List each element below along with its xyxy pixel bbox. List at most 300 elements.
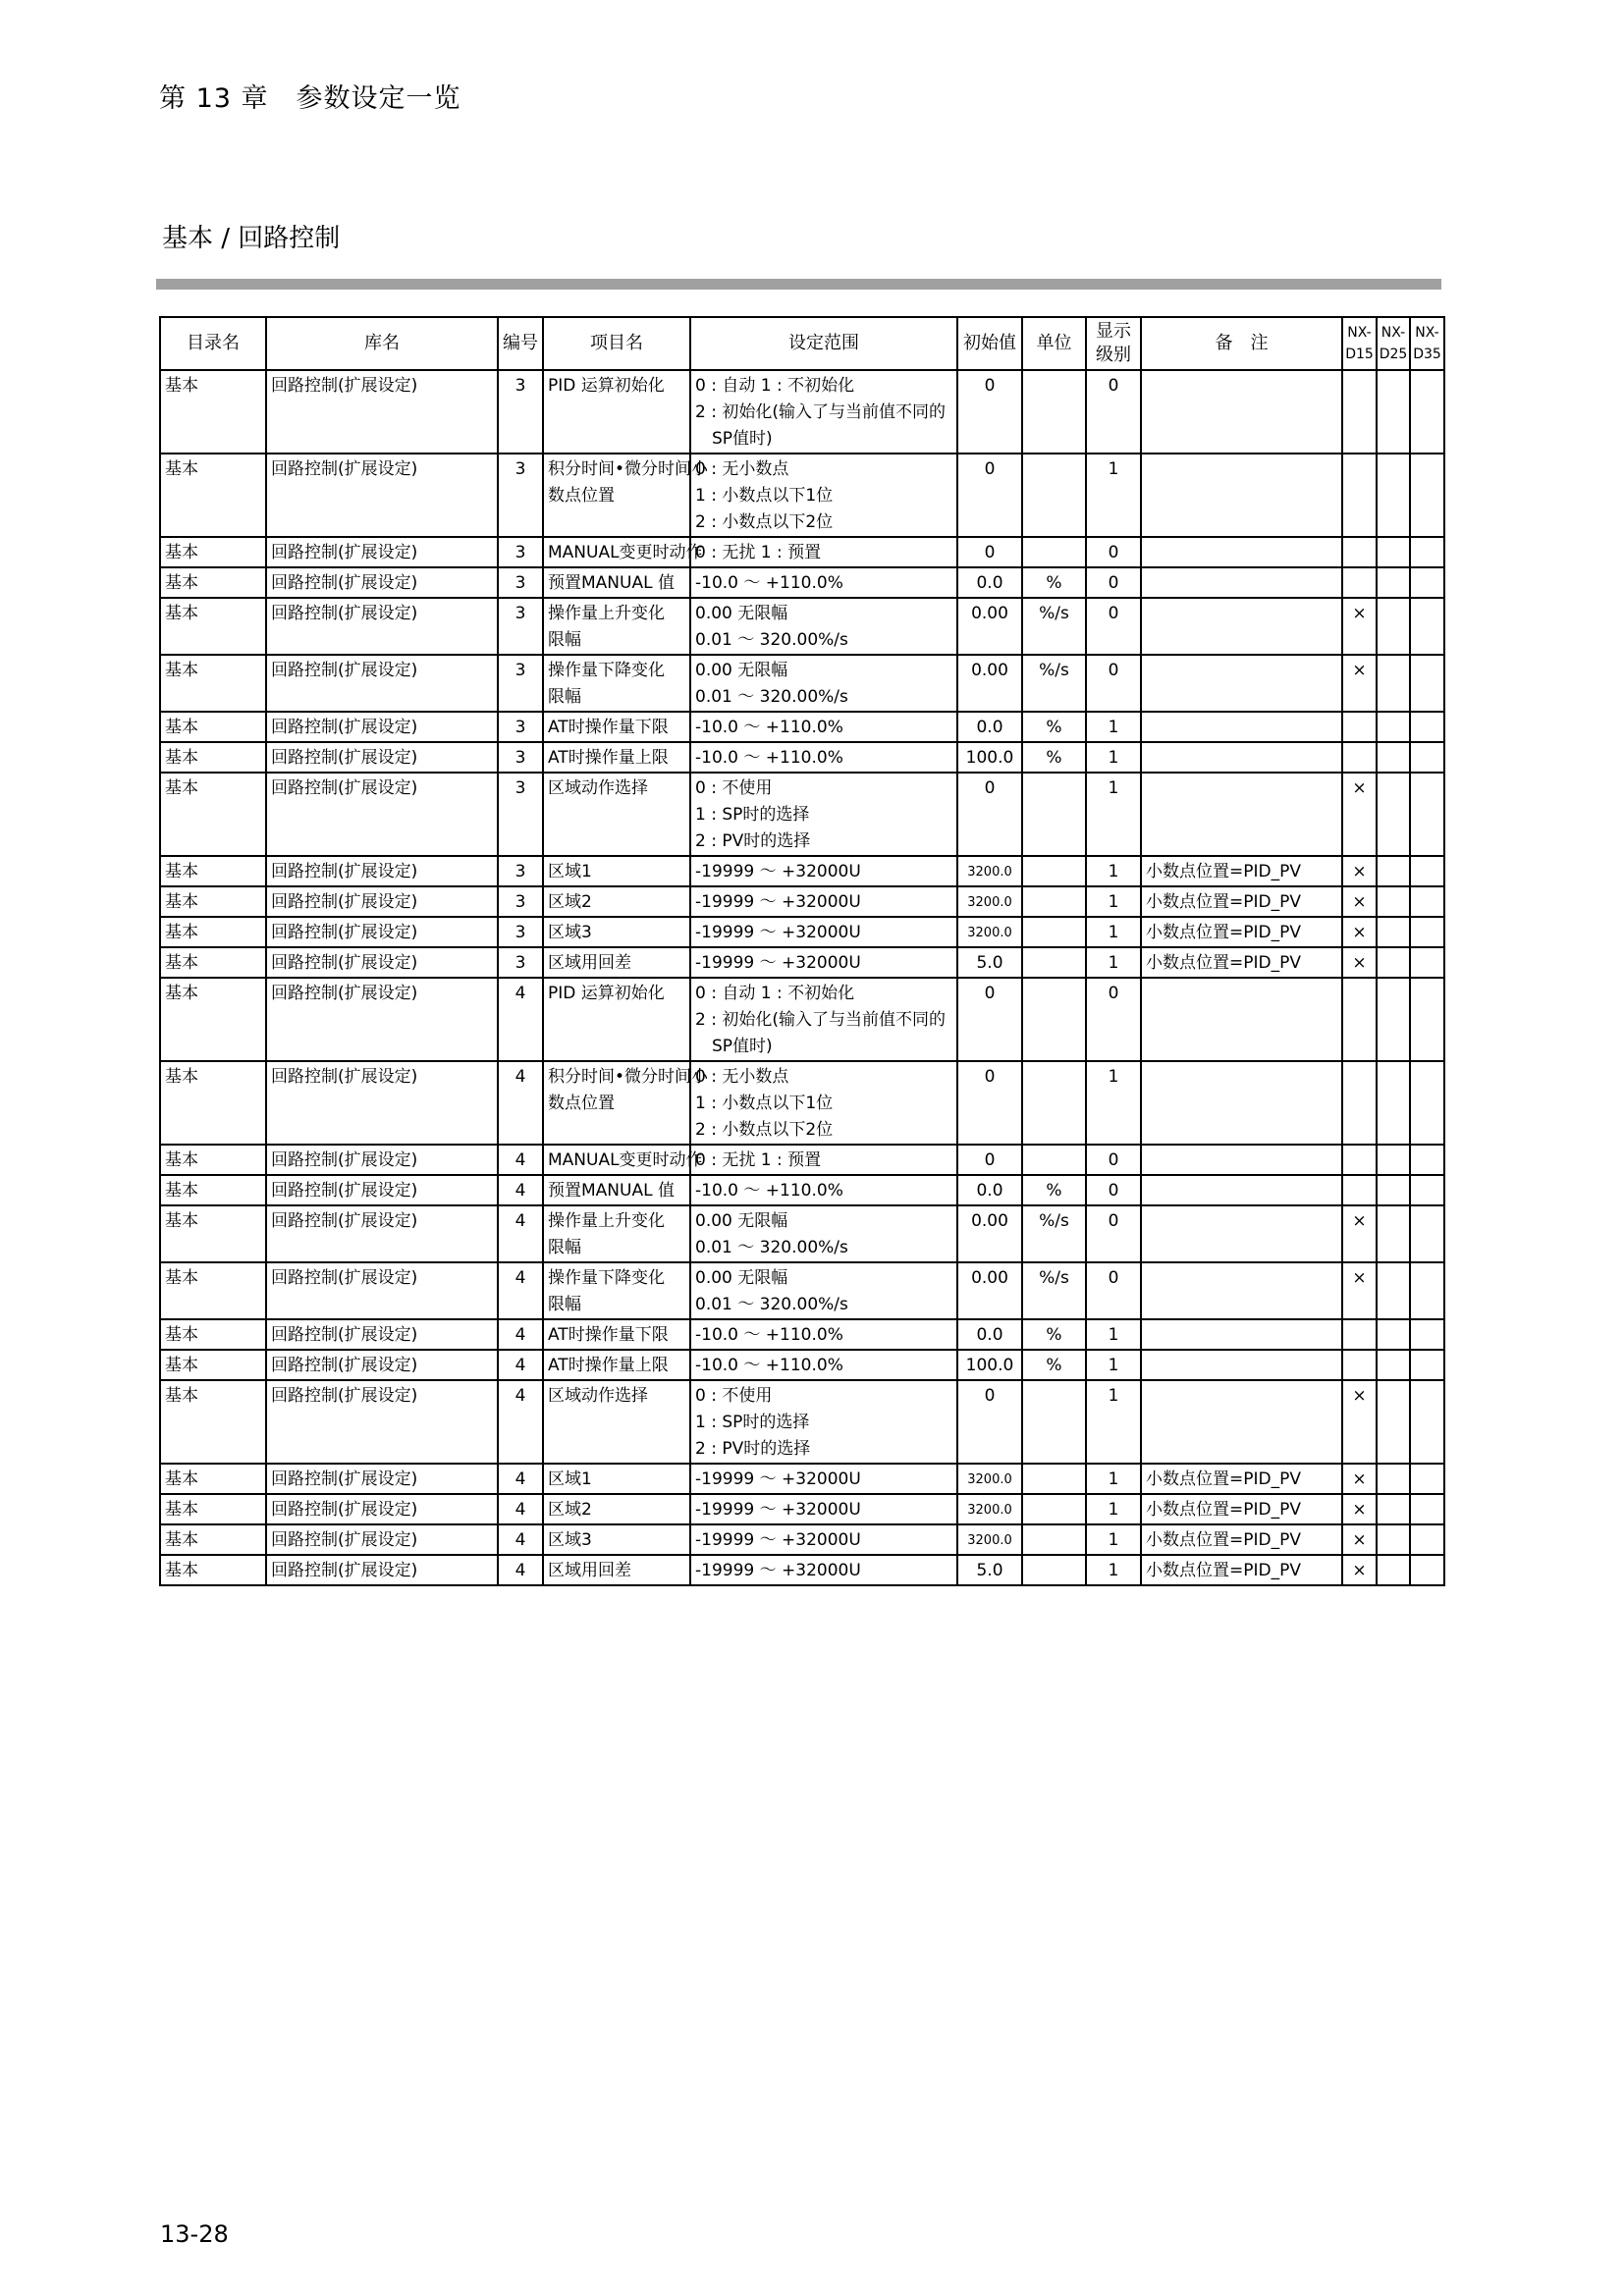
col-header-initial: 初始值 (957, 317, 1022, 370)
cell-item (543, 917, 690, 947)
cell-initial: 100.0 (957, 1350, 1022, 1380)
cell-item-line: 区域用回差 (548, 1561, 631, 1580)
cell-range-line: 0 : 自动 1 : 不初始化 (695, 376, 855, 396)
cell-range-line: -19999 ～ +32000U (695, 923, 861, 942)
cell-directory: 基本 (160, 886, 266, 917)
table-row (160, 1494, 1444, 1524)
cell-item (543, 454, 709, 537)
cell-initial: 100.0 (957, 742, 1022, 773)
cell-item-line: 预置MANUAL 值 (548, 573, 675, 593)
cell-initial: 0.0 (957, 1175, 1022, 1205)
cell-nx-d15 (1342, 978, 1377, 1061)
cell-nx-d25 (1377, 370, 1410, 454)
cell-nx-d25 (1377, 1524, 1410, 1555)
cell-directory: 基本 (160, 1319, 266, 1350)
cell-range-line: 0 : 无小数点 (695, 1067, 789, 1087)
cell-level: 0 (1086, 370, 1141, 454)
cell-number: 4 (498, 1319, 543, 1350)
cell-nx-d15: × (1342, 1464, 1377, 1494)
parameter-table (159, 316, 1445, 1586)
cell-nx-d15: × (1342, 655, 1377, 712)
cell-item (543, 1524, 690, 1555)
cell-item (543, 598, 690, 655)
cell-library: 回路控制(扩展设定) (266, 917, 498, 947)
cell-number: 3 (498, 712, 543, 742)
cell-item-line: 操作量下降变化 (548, 1268, 665, 1288)
cell-unit (1022, 1061, 1086, 1145)
cell-nx-d25 (1377, 742, 1410, 773)
cell-unit: %/s (1022, 1205, 1086, 1262)
cell-note (1141, 1145, 1342, 1175)
cell-range-line: 0.01 ～ 320.00%/s (695, 630, 848, 650)
cell-library: 回路控制(扩展设定) (266, 1205, 498, 1262)
cell-nx-d25 (1377, 1061, 1410, 1145)
cell-directory: 基本 (160, 856, 266, 886)
cell-range (690, 886, 957, 917)
cell-number: 3 (498, 742, 543, 773)
cell-library: 回路控制(扩展设定) (266, 947, 498, 978)
cell-nx-d25 (1377, 1494, 1410, 1524)
cell-directory: 基本 (160, 978, 266, 1061)
table-header-row (160, 317, 1444, 370)
cell-range-line: 0.00 无限幅 (695, 661, 788, 680)
cell-nx-d25 (1377, 537, 1410, 567)
table-row (160, 1350, 1444, 1380)
table-row (160, 773, 1444, 856)
cell-range (690, 454, 957, 537)
cell-range (690, 947, 957, 978)
cell-level: 1 (1086, 773, 1141, 856)
cell-library: 回路控制(扩展设定) (266, 370, 498, 454)
cell-item-line: MANUAL变更时动作 (548, 543, 703, 562)
cell-nx-d25 (1377, 655, 1410, 712)
cell-number: 4 (498, 1494, 543, 1524)
cell-nx-d35 (1410, 773, 1444, 856)
cell-range (690, 1175, 957, 1205)
cell-nx-d25 (1377, 1555, 1410, 1585)
cell-library: 回路控制(扩展设定) (266, 537, 498, 567)
cell-item-line: 区域2 (548, 892, 592, 912)
col-header-library: 库名 (266, 317, 498, 370)
cell-item (543, 1262, 690, 1319)
cell-note (1141, 1205, 1342, 1262)
cell-range-line: -19999 ～ +32000U (695, 892, 861, 912)
cell-item (543, 856, 690, 886)
cell-library: 回路控制(扩展设定) (266, 978, 498, 1061)
cell-item (543, 1555, 690, 1585)
cell-range-line: -19999 ～ +32000U (695, 1469, 861, 1489)
cell-note (1141, 1380, 1342, 1464)
cell-initial: 0 (957, 537, 1022, 567)
cell-item-line: 操作量上升变化 (548, 1211, 665, 1231)
cell-directory: 基本 (160, 1145, 266, 1175)
cell-nx-d35 (1410, 1061, 1444, 1145)
cell-number: 4 (498, 1061, 543, 1145)
cell-nx-d15 (1342, 370, 1377, 454)
cell-initial: 0 (957, 1380, 1022, 1464)
cell-range (690, 1464, 957, 1494)
cell-directory: 基本 (160, 917, 266, 947)
cell-nx-d35 (1410, 655, 1444, 712)
cell-unit (1022, 537, 1086, 567)
cell-unit (1022, 454, 1086, 537)
cell-range-line: 0 : 自动 1 : 不初始化 (695, 984, 855, 1003)
cell-nx-d25 (1377, 1145, 1410, 1175)
cell-range-line: -10.0 ～ +110.0% (695, 1356, 843, 1375)
cell-nx-d25 (1377, 978, 1410, 1061)
cell-item-line: PID 运算初始化 (548, 376, 665, 396)
cell-note: 小数点位置=PID_PV (1141, 1524, 1342, 1555)
cell-nx-d35 (1410, 856, 1444, 886)
cell-note: 小数点位置=PID_PV (1141, 1464, 1342, 1494)
cell-range (690, 1262, 957, 1319)
table-row (160, 655, 1444, 712)
cell-item (543, 1319, 690, 1350)
cell-number: 4 (498, 1524, 543, 1555)
cell-note: 小数点位置=PID_PV (1141, 886, 1342, 917)
cell-initial: 0.00 (957, 655, 1022, 712)
cell-number: 3 (498, 454, 543, 537)
section-title: 基本 / 回路控制 (162, 224, 341, 253)
cell-nx-d35 (1410, 978, 1444, 1061)
cell-range-line: -10.0 ～ +110.0% (695, 718, 843, 737)
cell-nx-d35 (1410, 598, 1444, 655)
cell-note (1141, 742, 1342, 773)
cell-nx-d15 (1342, 567, 1377, 598)
cell-unit (1022, 947, 1086, 978)
cell-nx-d35 (1410, 370, 1444, 454)
cell-range (690, 856, 957, 886)
cell-range (690, 1061, 957, 1145)
cell-level: 0 (1086, 1145, 1141, 1175)
cell-range (690, 1145, 957, 1175)
cell-initial: 3200.0 (957, 886, 1022, 917)
cell-item-line: 操作量下降变化 (548, 661, 665, 680)
cell-item-line: 区域1 (548, 862, 592, 881)
cell-level: 1 (1086, 1524, 1141, 1555)
table-row (160, 1145, 1444, 1175)
cell-range-line: 1 : 小数点以下1位 (695, 1094, 834, 1113)
cell-initial: 0.0 (957, 712, 1022, 742)
cell-number: 3 (498, 655, 543, 712)
cell-item-line: 限幅 (548, 1238, 581, 1257)
cell-nx-d35 (1410, 1205, 1444, 1262)
cell-initial: 0.00 (957, 1262, 1022, 1319)
cell-initial: 0.00 (957, 1205, 1022, 1262)
cell-nx-d15: × (1342, 1555, 1377, 1585)
cell-level: 0 (1086, 1205, 1141, 1262)
cell-nx-d35 (1410, 886, 1444, 917)
cell-note: 小数点位置=PID_PV (1141, 947, 1342, 978)
cell-nx-d25 (1377, 567, 1410, 598)
table-row (160, 1524, 1444, 1555)
cell-item (543, 886, 690, 917)
cell-item-line: 积分时间•微分时间小 (548, 459, 709, 479)
cell-library: 回路控制(扩展设定) (266, 1464, 498, 1494)
cell-range (690, 1494, 957, 1524)
cell-level: 0 (1086, 978, 1141, 1061)
cell-level: 1 (1086, 454, 1141, 537)
cell-initial: 0.0 (957, 567, 1022, 598)
cell-level: 0 (1086, 1175, 1141, 1205)
cell-item-line: MANUAL变更时动作 (548, 1150, 703, 1170)
cell-nx-d15 (1342, 1175, 1377, 1205)
col-header-number: 编号 (498, 317, 543, 370)
cell-item (543, 1145, 703, 1175)
cell-library: 回路控制(扩展设定) (266, 1524, 498, 1555)
cell-item-line: AT时操作量下限 (548, 1325, 669, 1345)
cell-nx-d15: × (1342, 1494, 1377, 1524)
cell-nx-d25 (1377, 712, 1410, 742)
cell-number: 4 (498, 978, 543, 1061)
cell-library: 回路控制(扩展设定) (266, 886, 498, 917)
col-header-directory: 目录名 (160, 317, 266, 370)
cell-item-line: 区域2 (548, 1500, 592, 1520)
cell-unit: % (1022, 712, 1086, 742)
cell-unit: % (1022, 1319, 1086, 1350)
cell-item-line: 限幅 (548, 630, 581, 650)
col-header-level-line: 级别 (1096, 345, 1131, 365)
cell-nx-d15 (1342, 537, 1377, 567)
cell-item (543, 978, 690, 1061)
cell-item-line: 区域1 (548, 1469, 592, 1489)
cell-nx-d35 (1410, 712, 1444, 742)
cell-range-line: -19999 ～ +32000U (695, 1500, 861, 1520)
cell-range-line: -19999 ～ +32000U (695, 862, 861, 881)
section-divider (156, 279, 1441, 290)
cell-range (690, 598, 957, 655)
cell-number: 4 (498, 1145, 543, 1175)
cell-initial: 0.0 (957, 1319, 1022, 1350)
cell-note (1141, 1262, 1342, 1319)
cell-library: 回路控制(扩展设定) (266, 598, 498, 655)
table-row (160, 567, 1444, 598)
table-row (160, 1061, 1444, 1145)
cell-nx-d35 (1410, 1145, 1444, 1175)
cell-nx-d35 (1410, 1555, 1444, 1585)
cell-range-line: 0 : 无扰 1 : 预置 (695, 1150, 822, 1170)
cell-item-line: AT时操作量下限 (548, 718, 669, 737)
cell-directory: 基本 (160, 567, 266, 598)
cell-library: 回路控制(扩展设定) (266, 1175, 498, 1205)
cell-unit (1022, 1494, 1086, 1524)
cell-initial: 3200.0 (957, 1524, 1022, 1555)
cell-number: 3 (498, 773, 543, 856)
cell-nx-d35 (1410, 1350, 1444, 1380)
cell-range (690, 1524, 957, 1555)
cell-number: 4 (498, 1350, 543, 1380)
cell-nx-d25 (1377, 454, 1410, 537)
cell-library: 回路控制(扩展设定) (266, 1494, 498, 1524)
cell-item-line: 区域动作选择 (548, 778, 648, 798)
cell-range-line: 1 : SP时的选择 (695, 805, 810, 825)
cell-level: 0 (1086, 655, 1141, 712)
cell-item (543, 1494, 690, 1524)
cell-range (690, 978, 957, 1061)
cell-initial: 3200.0 (957, 1494, 1022, 1524)
cell-nx-d25 (1377, 947, 1410, 978)
table-row (160, 947, 1444, 978)
table-row (160, 917, 1444, 947)
cell-item (543, 1205, 690, 1262)
cell-unit (1022, 1524, 1086, 1555)
cell-nx-d15: × (1342, 598, 1377, 655)
cell-range-line: 0 : 无小数点 (695, 459, 789, 479)
table-row (160, 742, 1444, 773)
cell-item-line: 区域3 (548, 1530, 592, 1550)
cell-note (1141, 1061, 1342, 1145)
cell-level: 0 (1086, 598, 1141, 655)
cell-unit (1022, 370, 1086, 454)
cell-range-line: SP值时) (695, 1037, 773, 1056)
cell-level: 1 (1086, 1555, 1141, 1585)
cell-range-line: 0 : 不使用 (695, 1386, 773, 1406)
table-row (160, 978, 1444, 1061)
cell-note (1141, 567, 1342, 598)
cell-initial: 5.0 (957, 1555, 1022, 1585)
cell-library: 回路控制(扩展设定) (266, 1350, 498, 1380)
cell-number: 4 (498, 1380, 543, 1464)
cell-number: 4 (498, 1205, 543, 1262)
cell-directory: 基本 (160, 1205, 266, 1262)
cell-directory: 基本 (160, 773, 266, 856)
cell-level: 1 (1086, 1319, 1141, 1350)
cell-directory: 基本 (160, 454, 266, 537)
cell-nx-d15 (1342, 1350, 1377, 1380)
cell-item-line: 操作量上升变化 (548, 604, 665, 623)
cell-nx-d25 (1377, 1262, 1410, 1319)
cell-range-line: -19999 ～ +32000U (695, 1530, 861, 1550)
cell-range (690, 537, 957, 567)
cell-note (1141, 712, 1342, 742)
table-row (160, 1464, 1444, 1494)
cell-range-line: 0.01 ～ 320.00%/s (695, 1295, 848, 1314)
cell-note: 小数点位置=PID_PV (1141, 856, 1342, 886)
cell-number: 4 (498, 1555, 543, 1585)
cell-directory: 基本 (160, 1175, 266, 1205)
cell-nx-d35 (1410, 1175, 1444, 1205)
cell-directory: 基本 (160, 1464, 266, 1494)
cell-level: 1 (1086, 1380, 1141, 1464)
cell-item-line: AT时操作量上限 (548, 748, 669, 768)
cell-initial: 0 (957, 454, 1022, 537)
table-row (160, 537, 1444, 567)
cell-initial: 3200.0 (957, 1464, 1022, 1494)
cell-unit (1022, 978, 1086, 1061)
cell-level: 1 (1086, 712, 1141, 742)
cell-nx-d25 (1377, 1380, 1410, 1464)
cell-directory: 基本 (160, 1061, 266, 1145)
cell-level: 1 (1086, 1350, 1141, 1380)
cell-directory: 基本 (160, 1524, 266, 1555)
cell-range (690, 773, 957, 856)
cell-range-line: 2 : PV时的选择 (695, 831, 811, 851)
cell-library: 回路控制(扩展设定) (266, 712, 498, 742)
cell-unit: % (1022, 567, 1086, 598)
cell-note (1141, 978, 1342, 1061)
col-header-level-line: 显示 (1096, 321, 1131, 342)
cell-range (690, 370, 957, 454)
cell-initial: 0 (957, 978, 1022, 1061)
cell-number: 3 (498, 598, 543, 655)
cell-initial: 0 (957, 370, 1022, 454)
cell-number: 4 (498, 1262, 543, 1319)
cell-level: 1 (1086, 917, 1141, 947)
cell-nx-d25 (1377, 1175, 1410, 1205)
cell-nx-d15: × (1342, 1262, 1377, 1319)
col-header-note: 备 注 (1141, 317, 1342, 370)
cell-range-line: 0.01 ～ 320.00%/s (695, 687, 848, 707)
cell-nx-d35 (1410, 917, 1444, 947)
col-header-range: 设定范围 (690, 317, 957, 370)
cell-range-line: 1 : 小数点以下1位 (695, 486, 834, 506)
cell-item-line: 限幅 (548, 687, 581, 707)
cell-range-line: 0.00 无限幅 (695, 1268, 788, 1288)
cell-nx-d35 (1410, 947, 1444, 978)
cell-range-line: 0 : 不使用 (695, 778, 773, 798)
cell-range-line: SP值时) (695, 429, 773, 449)
cell-unit (1022, 1145, 1086, 1175)
cell-level: 0 (1086, 567, 1141, 598)
cell-item-line: AT时操作量上限 (548, 1356, 669, 1375)
cell-nx-d35 (1410, 1464, 1444, 1494)
cell-library: 回路控制(扩展设定) (266, 567, 498, 598)
cell-number: 3 (498, 886, 543, 917)
cell-nx-d15: × (1342, 1380, 1377, 1464)
cell-item-line: 区域3 (548, 923, 592, 942)
cell-note (1141, 1319, 1342, 1350)
table-row (160, 370, 1444, 454)
cell-level: 1 (1086, 1494, 1141, 1524)
col-header-unit: 单位 (1022, 317, 1086, 370)
cell-range-line: 2 : 初始化(输入了与当前值不同的 (695, 1010, 946, 1030)
table-row (160, 1380, 1444, 1464)
cell-nx-d15 (1342, 454, 1377, 537)
cell-unit: %/s (1022, 1262, 1086, 1319)
cell-initial: 5.0 (957, 947, 1022, 978)
cell-nx-d15 (1342, 712, 1377, 742)
cell-initial: 3200.0 (957, 856, 1022, 886)
cell-number: 3 (498, 537, 543, 567)
cell-range-line: 1 : SP时的选择 (695, 1413, 810, 1432)
table-row (160, 1319, 1444, 1350)
cell-directory: 基本 (160, 1380, 266, 1464)
cell-number: 3 (498, 567, 543, 598)
cell-level: 1 (1086, 886, 1141, 917)
cell-item (543, 712, 690, 742)
cell-range-line: 0 : 无扰 1 : 预置 (695, 543, 822, 562)
cell-library: 回路控制(扩展设定) (266, 655, 498, 712)
cell-nx-d15: × (1342, 1524, 1377, 1555)
cell-item-line: 数点位置 (548, 1094, 615, 1113)
cell-directory: 基本 (160, 742, 266, 773)
cell-note (1141, 655, 1342, 712)
cell-nx-d25 (1377, 1350, 1410, 1380)
table-row (160, 454, 1444, 537)
cell-nx-d15 (1342, 1061, 1377, 1145)
cell-library: 回路控制(扩展设定) (266, 1145, 498, 1175)
cell-level: 0 (1086, 537, 1141, 567)
cell-number: 4 (498, 1464, 543, 1494)
cell-library: 回路控制(扩展设定) (266, 856, 498, 886)
cell-unit (1022, 1464, 1086, 1494)
cell-nx-d25 (1377, 886, 1410, 917)
cell-nx-d25 (1377, 598, 1410, 655)
cell-number: 3 (498, 370, 543, 454)
cell-item (543, 773, 690, 856)
cell-level: 1 (1086, 742, 1141, 773)
cell-directory: 基本 (160, 1555, 266, 1585)
